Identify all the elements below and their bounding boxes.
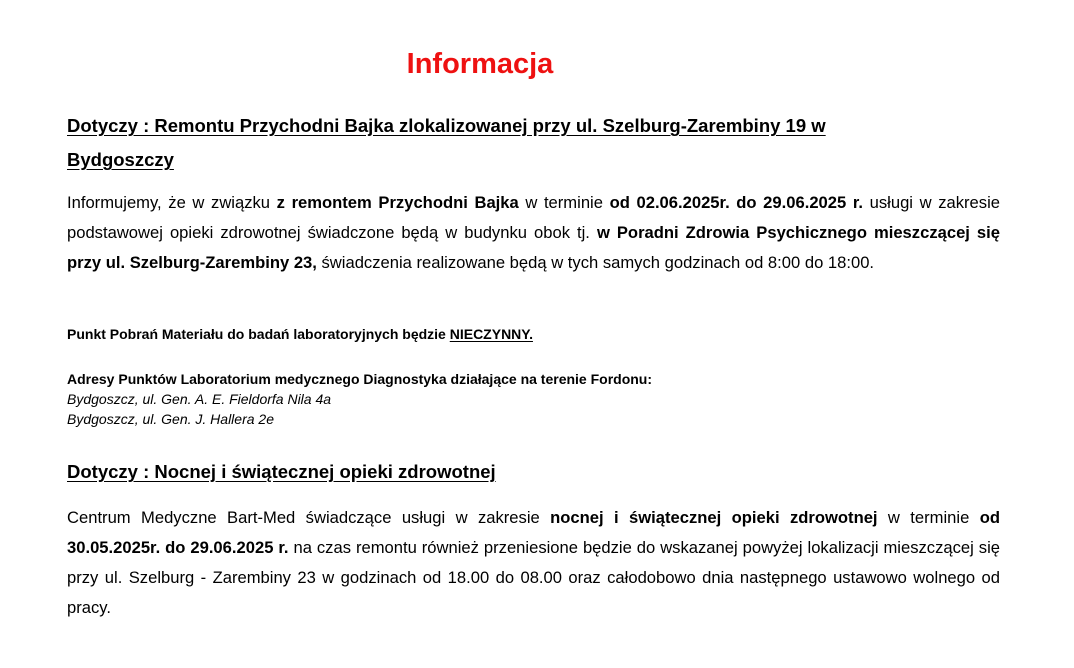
lab-address-1: Bydgoszcz, ul. Gen. A. E. Fieldorfa Nila 4a [67,391,332,407]
section1-paragraph [67,188,1000,278]
section2-heading [67,455,496,489]
section1-text-1: Informujemy, że w związku [67,193,277,212]
section2-text-3: na czas remontu również przeniesione będzie do wskazanej powyżej lokalizacji mieszczącej się przy ul. Szelburg - Zarembiny 23 w godzinach od 18.00 do 08.00 oraz całodobowo dnia następnego ustawowo wolnego od pracy. [67,538,1000,617]
section2-bold-care: nocnej i świątecznej opieki zdrowotnej [550,508,878,527]
section2-text-2: w terminie [877,508,980,527]
section1-text-3: usługi w zakresie podstawowej opieki zdrowotnej świadczone będą w budynku obok tj. [67,193,1000,242]
lab-addresses-heading: Adresy Punktów Laboratorium medycznego Diagnostyka działające na terenie Fordonu: [67,371,653,387]
section1-bold-dates: od 02.06.2025r. do 29.06.2025 r. [609,193,864,212]
section2-paragraph [67,503,1000,623]
lab-notice [67,324,533,344]
section1-bold-location: w Poradni Zdrowia Psychicznego mieszczącej się przy ul. Szelburg-Zarembiny 23, [67,223,1000,272]
section1-heading-line1: Dotyczy : Remontu Przychodni Bajka zlokalizowanej przy ul. Szelburg-Zarembiny 19 w [67,115,826,136]
section2-heading-text: Dotyczy : Nocnej i świątecznej opieki zdrowotnej [67,461,496,482]
section1-heading [67,109,826,177]
lab-status: NIECZYNNY. [449,326,533,342]
page-title: Informacja [406,48,554,80]
section2-text-1: Centrum Medyczne Bart-Med świadczące usługi w zakresie [67,508,551,527]
lab-addresses [67,369,652,429]
section1-bold-renovation: z remontem Przychodni Bajka [276,193,519,212]
section1-text-4: świadczenia realizowane będą w tych samych godzinach od 8:00 do 18:00. [316,253,875,272]
section1-heading-line2: Bydgoszczy [67,149,174,170]
lab-notice-text: Punkt Pobrań Materiału do badań laboratoryjnych będzie [67,326,450,342]
section1-text-2: w terminie [518,193,610,212]
section2-bold-dates: od 30.05.2025r. do 29.06.2025 r. [67,508,1001,557]
lab-address-2: Bydgoszcz, ul. Gen. J. Hallera 2e [67,411,274,427]
